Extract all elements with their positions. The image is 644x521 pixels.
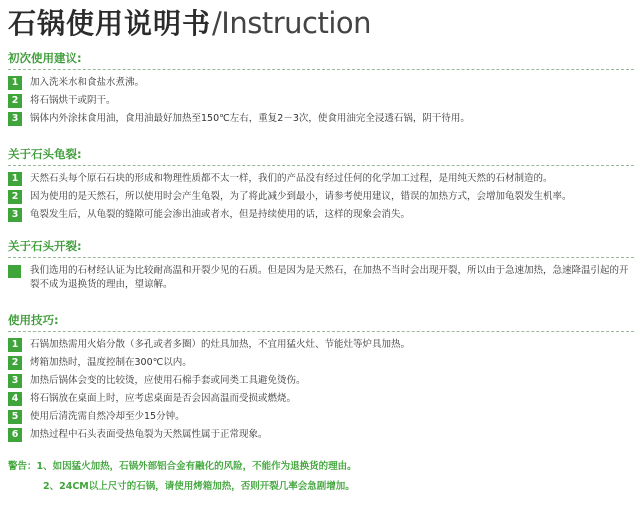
list-item xyxy=(8,208,634,222)
number-badge: 1 xyxy=(8,338,22,352)
warning-label: 警告： xyxy=(8,461,37,472)
list-item xyxy=(8,76,634,90)
item-text: 加入洗米水和食盐水煮沸。 xyxy=(30,77,145,88)
number-badge: 5 xyxy=(8,410,22,424)
item-text: 将石锅烘干或阴干。 xyxy=(30,95,116,106)
list-item xyxy=(8,338,634,352)
list-item xyxy=(8,264,634,292)
item-text: 加热过程中石头表面受热龟裂为天然属性属于正常现象。 xyxy=(30,429,268,440)
item-text: 锅体内外涂抹食用油，食用油最好加热至150℃左右，重复2－3次，使食用油完全浸透石锅，阴干待用。 xyxy=(30,113,470,124)
number-badge: 6 xyxy=(8,428,22,442)
number-badge: 3 xyxy=(8,208,22,222)
page-title xyxy=(8,2,371,44)
list-item xyxy=(8,428,634,442)
number-badge: 2 xyxy=(8,94,22,108)
number-badge: 1 xyxy=(8,76,22,90)
list-item xyxy=(8,172,634,186)
list-item xyxy=(8,374,634,388)
list-item xyxy=(8,392,634,406)
section-heading: 关于石头龟裂: xyxy=(8,147,82,161)
item-text: 加热后锅体会变的比较烫，应使用石棉手套或同类工具避免烫伤。 xyxy=(30,375,306,386)
list-item xyxy=(8,94,634,108)
section-cracking xyxy=(8,146,634,226)
item-text: 使用后清洗需自然冷却至少15分钟。 xyxy=(30,411,185,422)
warning-text-1: 1、如因猛火加热，石锅外部铝合金有融化的风险，不能作为退换货的理由。 xyxy=(36,461,357,472)
section-splitting xyxy=(8,238,634,296)
item-text: 龟裂发生后，从龟裂的缝隙可能会渗出油或者水，但是持续使用的话，这样的现象会消失。 xyxy=(30,209,411,220)
item-text: 石锅加热需用火焰分散（多孔或者多圈）的灶具加热，不宜用猛火灶、节能灶等炉具加热。 xyxy=(30,339,411,350)
list-item xyxy=(8,190,634,204)
number-badge: 1 xyxy=(8,172,22,186)
list-item xyxy=(8,112,634,126)
divider xyxy=(8,331,634,332)
square-bullet-icon xyxy=(8,265,21,278)
divider xyxy=(8,165,634,166)
list-item xyxy=(8,356,634,370)
section-heading: 使用技巧: xyxy=(8,313,59,327)
item-text: 天然石头每个原石石块的形成和物理性质都不太一样，我们的产品没有经过任何的化学加工过程，是用纯天然的石材制造的。 xyxy=(30,173,553,184)
item-text: 我们选用的石材经认证为比较耐高温和开裂少见的石质。但是因为是天然石，在加热不当时会出现开裂，所以由于急速加热，急速降温引起的开裂不成为退换货的理由，望谅解。 xyxy=(30,265,629,290)
divider xyxy=(8,69,634,70)
title-english: /Instruction xyxy=(212,6,371,40)
section-tips xyxy=(8,312,634,446)
number-badge: 2 xyxy=(8,190,22,204)
section-heading: 初次使用建议: xyxy=(8,51,82,65)
warning-line-2 xyxy=(43,480,355,494)
number-badge: 3 xyxy=(8,112,22,126)
divider xyxy=(8,257,634,258)
number-badge: 2 xyxy=(8,356,22,370)
number-badge: 4 xyxy=(8,392,22,406)
section-heading: 关于石头开裂: xyxy=(8,239,82,253)
item-text: 烤箱加热时，温度控制在300℃以内。 xyxy=(30,357,192,368)
warning-line-1 xyxy=(8,460,357,474)
item-text: 将石锅放在桌面上时，应考虑桌面是否会因高温而受损或燃烧。 xyxy=(30,393,297,404)
item-text: 因为使用的是天然石，所以使用时会产生龟裂，为了将此减少到最小，请参考使用建议，错误的加热方式，会增加龟裂发生机率。 xyxy=(30,191,572,202)
warning-text-2: 2、24CM以上尺寸的石锅，请使用烤箱加热，否则开裂几率会急剧增加。 xyxy=(43,481,355,492)
list-item xyxy=(8,410,634,424)
number-badge: 3 xyxy=(8,374,22,388)
title-chinese: 石锅使用说明书 xyxy=(8,7,212,40)
section-first-use xyxy=(8,50,634,130)
